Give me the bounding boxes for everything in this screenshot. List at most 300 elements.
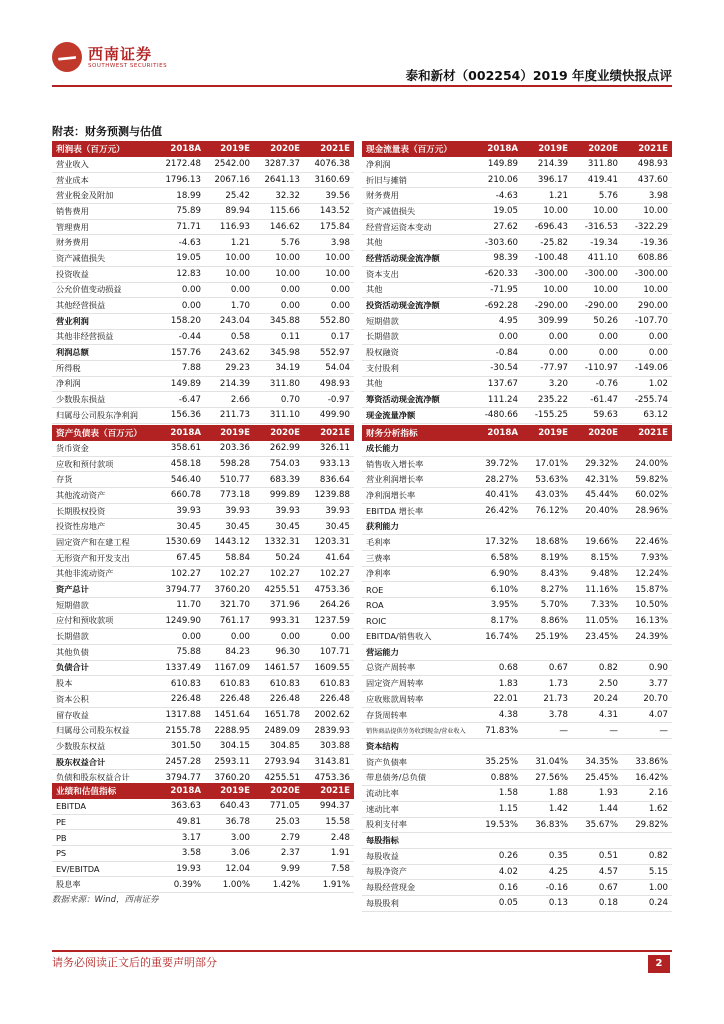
cell-value: 345.98 [254, 345, 304, 361]
cell-value: 158.20 [156, 313, 205, 329]
cell-value: 683.39 [254, 472, 304, 488]
table-row [362, 345, 672, 361]
table-row [52, 846, 354, 862]
cell-value: 2.66 [205, 392, 254, 408]
table-row [52, 172, 354, 188]
valuation-table [52, 783, 354, 893]
table-row [362, 692, 672, 708]
column-header: 2018A [156, 141, 205, 157]
cell-value: 29.23 [205, 360, 254, 376]
cell-value: 0.00 [572, 329, 622, 345]
cell-value: 50.26 [572, 313, 622, 329]
cell-value: 214.39 [205, 376, 254, 392]
cell-value: 15.58 [304, 814, 354, 830]
cell-value: 43.03% [522, 488, 572, 504]
table-row [52, 692, 354, 708]
cell-value: 761.17 [205, 613, 254, 629]
row-label: 三费率 [362, 550, 472, 566]
cell-value: 20.24 [572, 692, 622, 708]
cell-value: 102.27 [156, 566, 205, 582]
cell-value: 1.42 [522, 801, 572, 817]
cell-value: 32.32 [254, 188, 304, 204]
cell-value: 3287.37 [254, 157, 304, 172]
cell-value: 2172.48 [156, 157, 205, 172]
row-label: 存货周转率 [362, 707, 472, 723]
cell-value: 58.84 [205, 550, 254, 566]
cell-value: 54.04 [304, 360, 354, 376]
logo-text-cn: 西南证券 [88, 45, 153, 63]
report-title: 泰和新材（002254）2019 年度业绩快报点评 [405, 68, 672, 83]
row-label: 无形资产和开发支出 [52, 550, 156, 566]
cell-value: 4753.36 [304, 770, 354, 786]
row-label: 其他非经营损益 [52, 329, 156, 345]
cell-value: 149.89 [156, 376, 205, 392]
cell-value: 1.15 [472, 801, 522, 817]
table-row [52, 266, 354, 282]
cell-value: 0.00 [622, 329, 672, 345]
row-label: 其他流动资产 [52, 488, 156, 504]
table-row [52, 219, 354, 235]
cell-value: 326.11 [304, 441, 354, 456]
logo-icon [52, 42, 82, 72]
cell-value: 1796.13 [156, 172, 205, 188]
cell-value: 321.70 [205, 597, 254, 613]
cell-value: 59.63 [572, 408, 622, 424]
cell-value [572, 519, 622, 535]
row-label: 股利支付率 [362, 817, 472, 833]
cell-value: -0.97 [304, 392, 354, 408]
cell-value: 175.84 [304, 219, 354, 235]
table-row [362, 786, 672, 802]
cell-value: 4255.51 [254, 770, 304, 786]
cell-value: 2002.62 [304, 707, 354, 723]
cell-value: 303.88 [304, 739, 354, 755]
cell-value: 75.88 [156, 644, 205, 660]
table-row [362, 251, 672, 267]
table-row [362, 441, 672, 456]
cell-value: 16.74% [472, 629, 522, 645]
cell-value: -290.00 [522, 298, 572, 314]
cell-value: 1443.12 [205, 535, 254, 551]
row-label: 销售收入增长率 [362, 456, 472, 472]
cell-value: 5.76 [572, 188, 622, 204]
cell-value: 10.00 [522, 204, 572, 220]
table-header-row [52, 783, 354, 799]
cell-value: 304.15 [205, 739, 254, 755]
table-row [52, 582, 354, 598]
row-label: 成长能力 [362, 441, 472, 456]
cell-value: -303.60 [472, 235, 522, 251]
cell-value: 39.93 [304, 503, 354, 519]
table-title: 利润表（百万元） [52, 141, 156, 157]
row-label: 资本公积 [52, 692, 156, 708]
table-row [362, 235, 672, 251]
cell-value: 1.88 [522, 786, 572, 802]
cell-value: 0.00 [622, 345, 672, 361]
cell-value: 8.15% [572, 550, 622, 566]
cell-value: 63.12 [622, 408, 672, 424]
cell-value: 6.58% [472, 550, 522, 566]
row-label: 利润总额 [52, 345, 156, 361]
row-label: 净利润 [362, 157, 472, 172]
cell-value [472, 833, 522, 849]
cell-value: -0.76 [572, 376, 622, 392]
row-label: 留存收益 [52, 707, 156, 723]
cell-value: 89.94 [205, 204, 254, 220]
cell-value: 210.06 [472, 172, 522, 188]
table-header-row [52, 425, 354, 441]
cell-value: 34.19 [254, 360, 304, 376]
cell-value: 1249.90 [156, 613, 205, 629]
cell-value: 0.00 [472, 329, 522, 345]
cell-value: 1239.88 [304, 488, 354, 504]
row-label: 短期借款 [362, 313, 472, 329]
cell-value: 0.68 [472, 660, 522, 676]
cell-value: 8.86% [522, 613, 572, 629]
cell-value: 76.12% [522, 503, 572, 519]
row-label: 应收账款周转率 [362, 692, 472, 708]
cell-value: 6.10% [472, 582, 522, 598]
cell-value: 0.00 [304, 298, 354, 314]
table-row [362, 376, 672, 392]
table-row [362, 488, 672, 504]
table-row [362, 204, 672, 220]
cell-value: 10.00 [522, 282, 572, 298]
table-row [52, 754, 354, 770]
row-label: 股息率 [52, 877, 156, 893]
cell-value: 4.02 [472, 864, 522, 880]
cell-value: 39.72% [472, 456, 522, 472]
row-label: 营业收入 [52, 157, 156, 172]
cell-value: 1.00 [622, 880, 672, 896]
cell-value: -0.84 [472, 345, 522, 361]
cell-value: -110.97 [572, 360, 622, 376]
cell-value: 10.00 [304, 251, 354, 267]
row-label: 长期借款 [362, 329, 472, 345]
cell-value: 6.90% [472, 566, 522, 582]
cell-value: 60.02% [622, 488, 672, 504]
cell-value: 75.89 [156, 204, 205, 220]
cell-value: 27.62 [472, 219, 522, 235]
row-label: 净利润 [52, 376, 156, 392]
table-row [362, 535, 672, 551]
data-source: 数据来源：Wind，西南证券 [52, 895, 159, 905]
cell-value: 10.00 [304, 266, 354, 282]
cell-value: 363.63 [156, 799, 205, 814]
table-row [52, 204, 354, 220]
column-header: 2018A [156, 783, 205, 799]
cell-value: 211.73 [205, 408, 254, 424]
table-row [52, 157, 354, 172]
table-row [52, 392, 354, 408]
cell-value: 0.82 [622, 848, 672, 864]
row-label: 少数股东权益 [52, 739, 156, 755]
cell-value: 111.24 [472, 392, 522, 408]
cell-value [622, 833, 672, 849]
row-label: 股本 [52, 676, 156, 692]
cell-value: 23.45% [572, 629, 622, 645]
table-row [52, 597, 354, 613]
cell-value: 1.44 [572, 801, 622, 817]
row-label: ROIC [362, 613, 472, 629]
cell-value: 226.48 [254, 692, 304, 708]
row-label: PS [52, 846, 156, 862]
cell-value: -77.97 [522, 360, 572, 376]
cell-value: 1167.09 [205, 660, 254, 676]
row-label: EBITDA [52, 799, 156, 814]
cell-value: 498.93 [304, 376, 354, 392]
cell-value: 102.27 [304, 566, 354, 582]
table-row [52, 376, 354, 392]
cell-value: 1.00% [205, 877, 254, 893]
cell-value: 1.91% [304, 877, 354, 893]
cell-value: 754.03 [254, 456, 304, 472]
cell-value: 24.39% [622, 629, 672, 645]
cell-value: 3143.81 [304, 754, 354, 770]
cell-value: 18.99 [156, 188, 205, 204]
table-row [362, 519, 672, 535]
table-row [52, 676, 354, 692]
cell-value: 102.27 [254, 566, 304, 582]
cell-value: -19.34 [572, 235, 622, 251]
cell-value: 3.77 [622, 676, 672, 692]
row-label: EBITDA 增长率 [362, 503, 472, 519]
cell-value [522, 441, 572, 456]
cell-value: 17.01% [522, 456, 572, 472]
table-row [52, 723, 354, 739]
cell-value: 116.93 [205, 219, 254, 235]
cell-value: 2288.95 [205, 723, 254, 739]
row-label: 营业税金及附加 [52, 188, 156, 204]
cell-value: 2593.11 [205, 754, 254, 770]
cell-value [622, 644, 672, 660]
cell-value: 0.35 [522, 848, 572, 864]
table-row [362, 408, 672, 424]
table-row [362, 801, 672, 817]
row-label: 短期借款 [52, 597, 156, 613]
cell-value: -255.74 [622, 392, 672, 408]
cell-value [472, 644, 522, 660]
cell-value: -290.00 [572, 298, 622, 314]
row-label: 速动比率 [362, 801, 472, 817]
cell-value: -316.53 [572, 219, 622, 235]
cell-value: 25.42 [205, 188, 254, 204]
row-label: 长期借款 [52, 629, 156, 645]
cell-value: — [622, 723, 672, 739]
cell-value: 28.27% [472, 472, 522, 488]
table-row [52, 566, 354, 582]
cell-value: 9.99 [254, 861, 304, 877]
cell-value: 345.88 [254, 313, 304, 329]
cell-value: 10.00 [572, 282, 622, 298]
cell-value: 3794.77 [156, 582, 205, 598]
cell-value: 18.68% [522, 535, 572, 551]
table-row [52, 660, 354, 676]
cell-value: 2793.94 [254, 754, 304, 770]
cell-value: 16.42% [622, 770, 672, 786]
cell-value: 0.00 [522, 329, 572, 345]
cell-value: 0.17 [304, 329, 354, 345]
cell-value: 1317.88 [156, 707, 205, 723]
column-header: 2019E [522, 141, 572, 157]
cell-value: 3.00 [205, 830, 254, 846]
income-statement-table [52, 141, 354, 424]
cell-value: — [522, 723, 572, 739]
table-header-row [362, 141, 672, 157]
cell-value: 11.16% [572, 582, 622, 598]
cell-value: 3794.77 [156, 770, 205, 786]
cell-value: 3760.20 [205, 582, 254, 598]
row-label: 资产减值损失 [52, 251, 156, 267]
cell-value: 156.36 [156, 408, 205, 424]
cell-value: 0.00 [254, 282, 304, 298]
cell-value: 1651.78 [254, 707, 304, 723]
cell-value: 19.53% [472, 817, 522, 833]
table-row [362, 266, 672, 282]
cell-value: 4.31 [572, 707, 622, 723]
cell-value: 4.95 [472, 313, 522, 329]
cell-value: 10.00 [572, 204, 622, 220]
cell-value: 771.05 [254, 799, 304, 814]
cell-value: 1237.59 [304, 613, 354, 629]
cell-value: 30.45 [205, 519, 254, 535]
logo-text-en: SOUTHWEST SECURITIES [88, 63, 168, 69]
cell-value: 0.13 [522, 895, 572, 911]
cell-value: 290.00 [622, 298, 672, 314]
cell-value: 2.16 [622, 786, 672, 802]
table-row [52, 707, 354, 723]
cell-value: 993.31 [254, 613, 304, 629]
row-label: 归属母公司股东权益 [52, 723, 156, 739]
cell-value: 1.58 [472, 786, 522, 802]
cell-value: 8.17% [472, 613, 522, 629]
table-header-row [362, 425, 672, 441]
row-label: 股权融资 [362, 345, 472, 361]
row-label: ROA [362, 597, 472, 613]
cell-value: 0.67 [572, 880, 622, 896]
cell-value: -61.47 [572, 392, 622, 408]
column-header: 2020E [254, 425, 304, 441]
row-label: 获利能力 [362, 519, 472, 535]
row-label: 少数股东损益 [52, 392, 156, 408]
table-row [362, 707, 672, 723]
cell-value: 39.93 [254, 503, 304, 519]
row-label: 货币资金 [52, 441, 156, 456]
cell-value: 0.00 [304, 629, 354, 645]
table-row [52, 814, 354, 830]
row-label: 资产减值损失 [362, 204, 472, 220]
cell-value: 499.90 [304, 408, 354, 424]
cell-value: 12.83 [156, 266, 205, 282]
row-label: 每股指标 [362, 833, 472, 849]
row-label: 营业利润 [52, 313, 156, 329]
cell-value: 1203.31 [304, 535, 354, 551]
table-row [362, 864, 672, 880]
cell-value: 39.93 [205, 503, 254, 519]
table-row [52, 251, 354, 267]
table-row [52, 298, 354, 314]
cell-value: 226.48 [156, 692, 205, 708]
table-title: 业绩和估值指标 [52, 783, 156, 799]
cell-value: -300.00 [572, 266, 622, 282]
row-label: 资本支出 [362, 266, 472, 282]
row-label: PE [52, 814, 156, 830]
table-row [52, 345, 354, 361]
column-header: 2019E [205, 783, 254, 799]
cell-value: 19.66% [572, 535, 622, 551]
cell-value: 1.73 [522, 676, 572, 692]
cell-value: 1332.31 [254, 535, 304, 551]
cell-value: 2155.78 [156, 723, 205, 739]
table-row [362, 456, 672, 472]
cell-value: -30.54 [472, 360, 522, 376]
cell-value: 546.40 [156, 472, 205, 488]
cell-value: 610.83 [205, 676, 254, 692]
cell-value: 42.31% [572, 472, 622, 488]
table-row [362, 770, 672, 786]
cell-value: 3.20 [522, 376, 572, 392]
cell-value: 115.66 [254, 204, 304, 220]
cell-value: 2641.13 [254, 172, 304, 188]
cell-value [522, 644, 572, 660]
cell-value [522, 519, 572, 535]
cell-value: 1.70 [205, 298, 254, 314]
cell-value: 5.70% [522, 597, 572, 613]
cell-value: 311.10 [254, 408, 304, 424]
cell-value: 301.50 [156, 739, 205, 755]
cell-value: 0.00 [205, 629, 254, 645]
row-label: 财务费用 [362, 188, 472, 204]
cell-value: 157.76 [156, 345, 205, 361]
cell-value: 10.00 [622, 204, 672, 220]
column-header: 2020E [572, 141, 622, 157]
table-row [362, 298, 672, 314]
row-label: 所得税 [52, 360, 156, 376]
cell-value [622, 739, 672, 755]
cell-value [572, 833, 622, 849]
cell-value: 0.00 [254, 629, 304, 645]
cell-value: 4753.36 [304, 582, 354, 598]
cell-value: 10.50% [622, 597, 672, 613]
cell-value: 411.10 [572, 251, 622, 267]
cell-value: 243.04 [205, 313, 254, 329]
row-label: 资产负债率 [362, 754, 472, 770]
cell-value: 0.11 [254, 329, 304, 345]
column-header: 2021E [622, 425, 672, 441]
cell-value: -19.36 [622, 235, 672, 251]
table-row [362, 848, 672, 864]
cell-value: 0.67 [522, 660, 572, 676]
cell-value [622, 519, 672, 535]
cell-value: 19.05 [472, 204, 522, 220]
cell-value: 933.13 [304, 456, 354, 472]
cell-value: -322.29 [622, 219, 672, 235]
cell-value: 235.22 [522, 392, 572, 408]
row-label: 净利润增长率 [362, 488, 472, 504]
cell-value: 309.99 [522, 313, 572, 329]
cell-value: 11.05% [572, 613, 622, 629]
table-row [52, 282, 354, 298]
row-label: 每股股利 [362, 895, 472, 911]
cell-value: -300.00 [622, 266, 672, 282]
row-label: 每股净资产 [362, 864, 472, 880]
row-label: 筹资活动现金流净额 [362, 392, 472, 408]
table-row [52, 877, 354, 893]
cell-value: 36.83% [522, 817, 572, 833]
cell-value: 10.00 [254, 266, 304, 282]
row-label: 营运能力 [362, 644, 472, 660]
cell-value: 10.00 [622, 282, 672, 298]
